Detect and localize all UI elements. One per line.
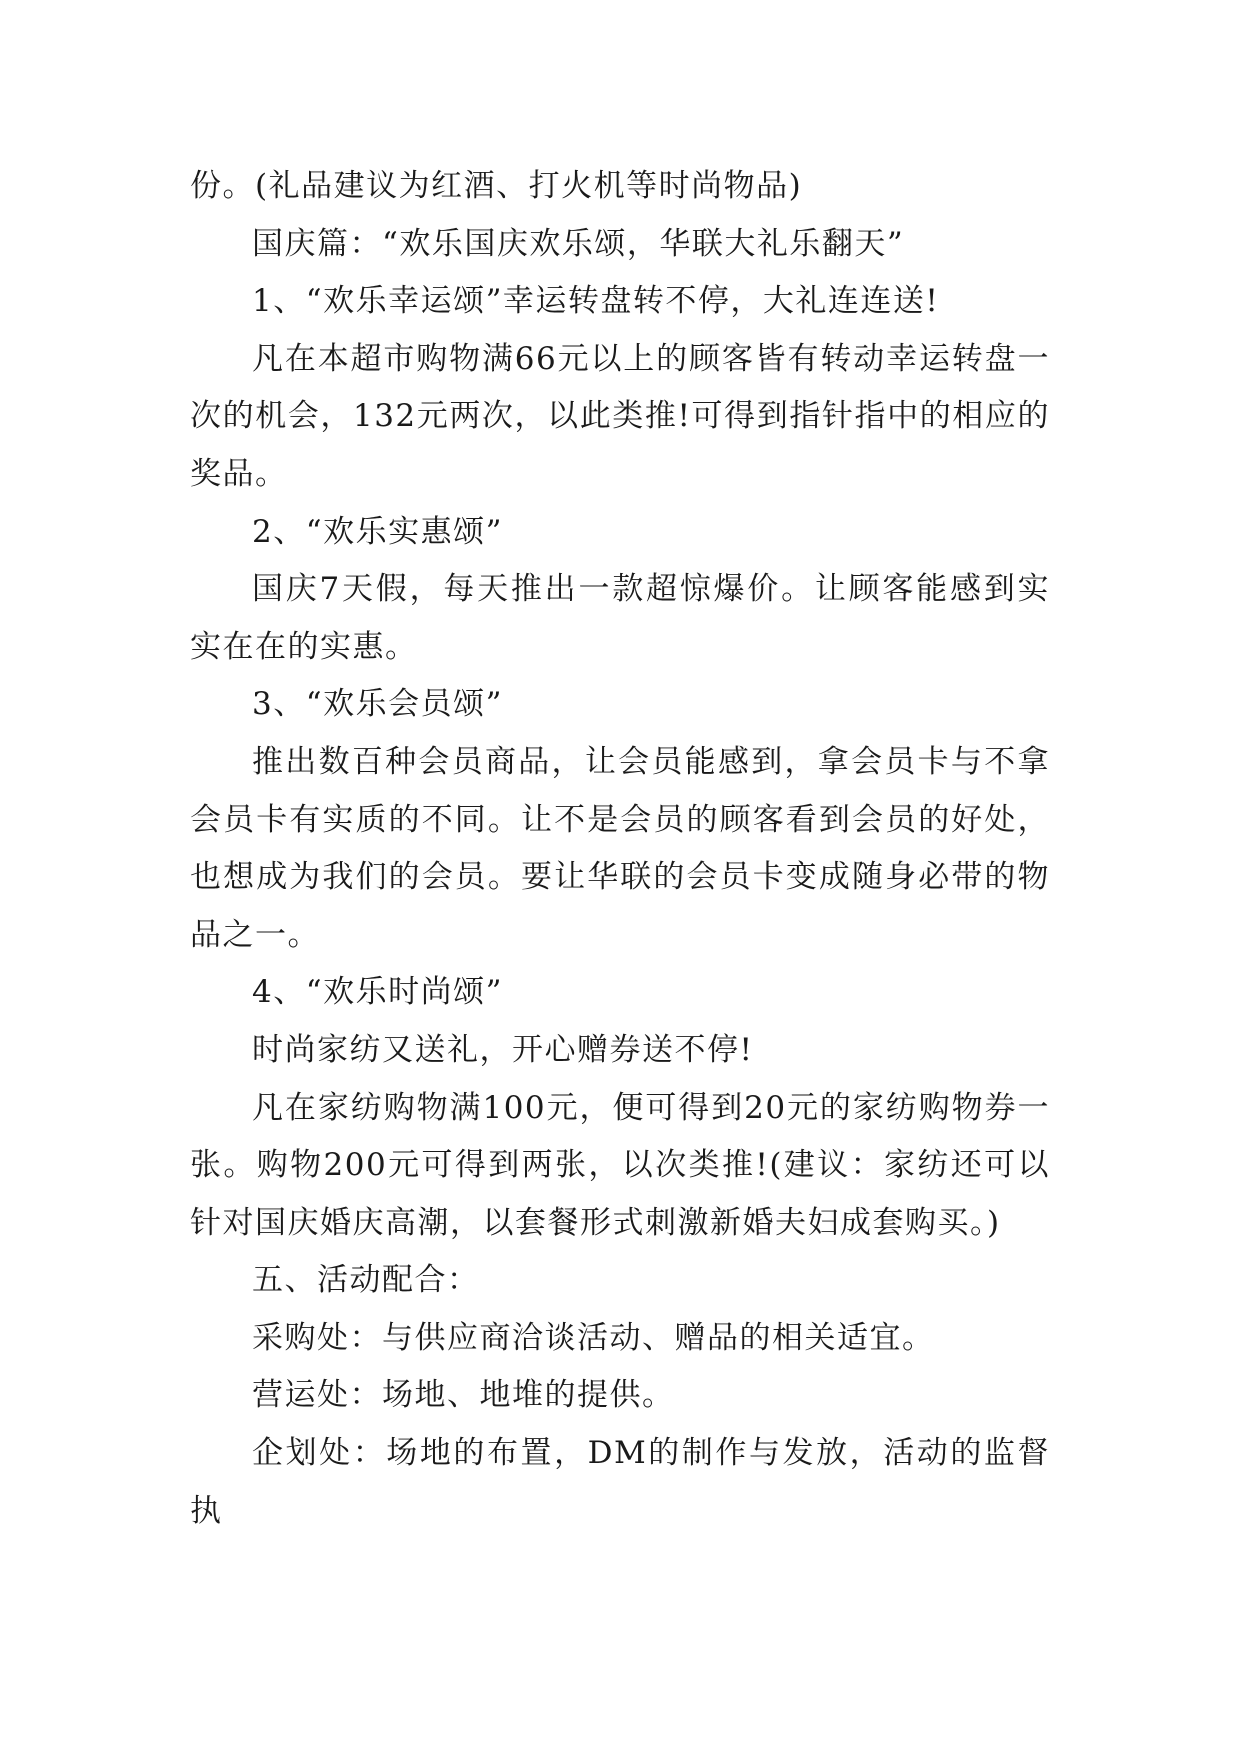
- paragraph: 营运处：场地、地堆的提供。: [252, 1377, 675, 1414]
- paragraph: 国庆7天假，每天推出一款超惊爆价。让顾客能感到实实在在的实惠。: [190, 571, 1050, 665]
- paragraph: 份。(礼品建议为红酒、打火机等时尚物品): [190, 168, 803, 204]
- paragraph: 4、“欢乐时尚颂”: [252, 974, 503, 1011]
- paragraph: 企划处：场地的布置，DM的制作与发放，活动的监督执: [190, 1435, 1050, 1529]
- paragraph: 1、“欢乐幸运颂”幸运转盘转不停，大礼连连送!: [252, 283, 940, 320]
- paragraph: 五、活动配合：: [252, 1262, 480, 1299]
- paragraph: 国庆篇：“欢乐国庆欢乐颂，华联大礼乐翻天”: [252, 225, 905, 262]
- paragraph: 2、“欢乐实惠颂”: [252, 513, 503, 550]
- paragraph: 凡在本超市购物满66元以上的顾客皆有转动幸运转盘一次的机会，132元两次，以此类推!可得到指针指中的相应的奖品。: [190, 340, 1050, 492]
- paragraph: 采购处：与供应商洽谈活动、赠品的相关适宜。: [252, 1319, 935, 1356]
- paragraph: 凡在家纺购物满100元，便可得到20元的家纺购物券一张。购物200元可得到两张，以次类推!(建议：家纺还可以针对国庆婚庆高潮，以套餐形式刺激新婚夫妇成套购买。): [190, 1089, 1050, 1241]
- document-body: [190, 158, 1050, 1540]
- paragraph: 3、“欢乐会员颂”: [252, 686, 503, 723]
- paragraph: 推出数百种会员商品，让会员能感到，拿会员卡与不拿会员卡有实质的不同。让不是会员的顾客看到会员的好处，也想成为我们的会员。要让华联的会员卡变成随身必带的物品之一。: [190, 743, 1050, 953]
- paragraph: 时尚家纺又送礼，开心赠券送不停!: [252, 1031, 754, 1068]
